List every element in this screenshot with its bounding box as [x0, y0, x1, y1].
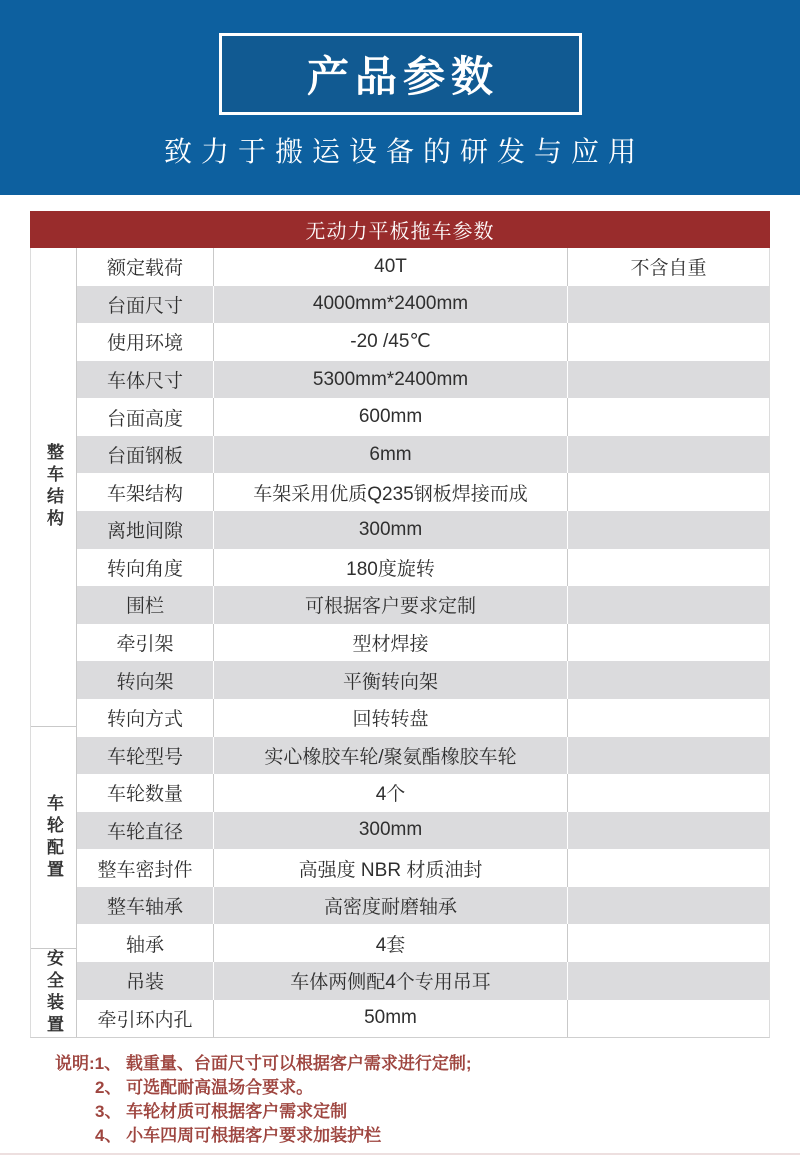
- param-value: 回转转盘: [214, 699, 568, 737]
- param-value: 300mm: [214, 812, 568, 850]
- param-remark: [568, 849, 769, 887]
- group-label: 车轮配置: [44, 793, 63, 882]
- banner: [0, 0, 800, 195]
- param-value: 5300mm*2400mm: [214, 361, 568, 399]
- table-body: [30, 248, 770, 1038]
- param-name: 转向方式: [77, 699, 214, 737]
- param-value: -20 /45℃: [214, 323, 568, 361]
- note-text: 1、 载重量、台面尺寸可以根据客户需求进行定制;: [94, 1054, 472, 1073]
- param-name: 台面高度: [77, 398, 214, 436]
- note-line-4: 4、 小车四周可根据客户要求加装护栏: [95, 1126, 382, 1145]
- group-label: 整车结构: [44, 443, 63, 532]
- table-row: [77, 737, 769, 775]
- note-line-2: 2、 可选配耐高温场合要求。: [95, 1078, 314, 1097]
- param-name: 车体尺寸: [77, 361, 214, 399]
- param-value: 型材焊接: [214, 624, 568, 662]
- param-name: 车轮型号: [77, 737, 214, 775]
- param-name: 车轮直径: [77, 812, 214, 850]
- table-row: [77, 661, 769, 699]
- param-value: 300mm: [214, 511, 568, 549]
- param-value: 高密度耐磨轴承: [214, 887, 568, 925]
- param-value: 车架采用优质Q235钢板焊接而成: [214, 473, 568, 511]
- param-name: 车轮数量: [77, 774, 214, 812]
- group-column: [31, 248, 77, 1037]
- param-name: 整车密封件: [77, 849, 214, 887]
- param-remark: [568, 924, 769, 962]
- notes-prefix: 说明:: [55, 1054, 95, 1073]
- group-label: 安全装置: [44, 949, 63, 1037]
- table-row: [77, 286, 769, 324]
- param-value: 600mm: [214, 398, 568, 436]
- param-remark: [568, 361, 769, 399]
- param-value: 平衡转向架: [214, 661, 568, 699]
- param-value: 6mm: [214, 436, 568, 474]
- table-row: [77, 436, 769, 474]
- table-row: [77, 323, 769, 361]
- param-name: 转向架: [77, 661, 214, 699]
- param-name: 牵引架: [77, 624, 214, 662]
- group-vehicle-structure: [31, 248, 77, 727]
- note-line-3: 3、 车轮材质可根据客户需求定制: [95, 1102, 348, 1121]
- param-value: 180度旋转: [214, 549, 568, 587]
- table-title: 无动力平板拖车参数: [30, 211, 770, 248]
- table-row: [77, 624, 769, 662]
- param-remark: [568, 699, 769, 737]
- param-name: 轴承: [77, 924, 214, 962]
- param-value: 4套: [214, 924, 568, 962]
- param-remark: [568, 661, 769, 699]
- param-remark: [568, 286, 769, 324]
- table-row: [77, 511, 769, 549]
- param-value: 40T: [214, 248, 568, 286]
- param-value: 4个: [214, 774, 568, 812]
- param-value: 车体两侧配4个专用吊耳: [214, 962, 568, 1000]
- param-remark: [568, 436, 769, 474]
- param-name: 牵引环内孔: [77, 1000, 214, 1038]
- table-row: [77, 398, 769, 436]
- param-name: 整车轴承: [77, 887, 214, 925]
- group-wheel-config: [31, 727, 77, 949]
- table-row: [77, 549, 769, 587]
- table-row: [77, 248, 769, 286]
- page-title: 产品参数: [306, 53, 499, 100]
- param-value: 4000mm*2400mm: [214, 286, 568, 324]
- param-name: 转向角度: [77, 549, 214, 587]
- param-remark: [568, 323, 769, 361]
- param-remark: [568, 549, 769, 587]
- param-remark: [568, 511, 769, 549]
- table-row: [77, 774, 769, 812]
- param-name: 台面尺寸: [77, 286, 214, 324]
- param-remark: [568, 398, 769, 436]
- param-value: 50mm: [214, 1000, 568, 1038]
- notes-block: [55, 1052, 800, 1148]
- title-box: [219, 33, 582, 115]
- table-row: [77, 1000, 769, 1038]
- table-row: [77, 962, 769, 1000]
- param-name: 额定载荷: [77, 248, 214, 286]
- param-remark: [568, 473, 769, 511]
- param-remark: 不含自重: [630, 258, 707, 280]
- param-name: 离地间隙: [77, 511, 214, 549]
- table-row: [77, 699, 769, 737]
- table-row: [77, 473, 769, 511]
- table-row: [77, 849, 769, 887]
- param-remark: [568, 624, 769, 662]
- param-remark: [568, 737, 769, 775]
- param-name: 围栏: [77, 586, 214, 624]
- table-row: [77, 361, 769, 399]
- param-value: 可根据客户要求定制: [214, 586, 568, 624]
- param-remark: [568, 887, 769, 925]
- table-row: [77, 924, 769, 962]
- param-name: 车架结构: [77, 473, 214, 511]
- table-row: [77, 586, 769, 624]
- param-name: 吊装: [77, 962, 214, 1000]
- table-row: [77, 887, 769, 925]
- rows-column: [77, 248, 769, 1037]
- spec-table: [30, 211, 770, 1038]
- banner-subtitle: 致力于搬运设备的研发与应用: [163, 136, 645, 167]
- param-value: 实心橡胶车轮/聚氨酯橡胶车轮: [214, 737, 568, 775]
- param-value: 高强度 NBR 材质油封: [214, 849, 568, 887]
- param-remark: [568, 812, 769, 850]
- param-remark: [568, 962, 769, 1000]
- param-remark: [568, 1000, 769, 1038]
- param-name: 台面钢板: [77, 436, 214, 474]
- param-remark: [568, 586, 769, 624]
- note-line-1: [55, 1052, 800, 1076]
- group-safety-device: [31, 949, 77, 1037]
- table-row: [77, 812, 769, 850]
- param-remark: [568, 774, 769, 812]
- param-name: 使用环境: [77, 323, 214, 361]
- bottom-divider: [0, 1153, 800, 1155]
